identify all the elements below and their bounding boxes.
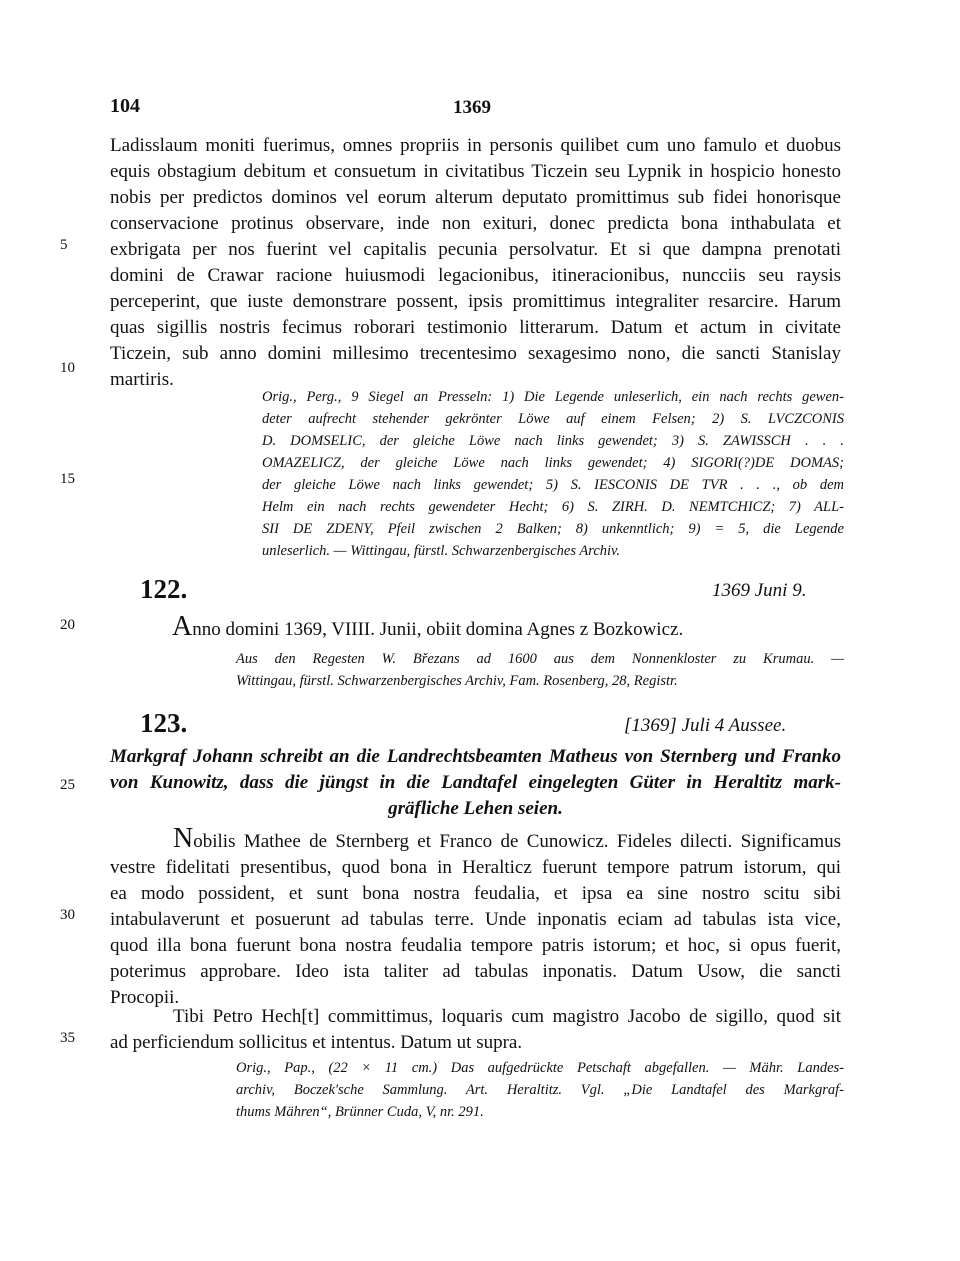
- text-line: perceperint, que iuste demonstrare possent, ipsis promittimus integraliter resarcire. Harum: [110, 291, 841, 312]
- text-line: quod illa bona fuerunt bona nostra feudalia tempore patris istorum; et hoc, si opus fuerit,: [110, 935, 841, 956]
- text-line: Tibi Petro Hech[t] committimus, loquaris cum magistro Jacobo de sigillo, quod sit: [173, 1006, 841, 1027]
- note-line: archiv, Boczek'sche Sammlung. Art. Heraltitz. Vgl. „Die Landtafel des Markgraf-: [236, 1082, 844, 1098]
- line-number: 35: [60, 1030, 75, 1046]
- line-number: 30: [60, 907, 75, 923]
- line-number: 15: [60, 471, 75, 487]
- text-line: poterimus approbare. Ideo ista taliter ad tabulas inponatis. Datum Usow, die sancti: [110, 961, 841, 982]
- doc121-note: [262, 386, 844, 562]
- line-number: 20: [60, 617, 75, 633]
- note-line: SII DE ZDENY, Pfeil zwischen 2 Balken; 8) unkenntlich; 9) = 5, die Legende: [262, 521, 844, 537]
- text-line: conservacione protinus observare, inde non exituri, donec predicta bona inthabulata et: [110, 213, 841, 234]
- note-line: unleserlich. — Wittingau, fürstl. Schwarzenbergisches Archiv.: [262, 543, 621, 559]
- text-line: Ladisslaum moniti fuerimus, omnes propriis in personis quilibet cum uno famulo et duobus: [110, 135, 841, 156]
- running-head-year: 1369: [453, 97, 491, 118]
- doc121-text: [110, 133, 841, 393]
- doc122-text: [172, 611, 852, 643]
- line-number: 5: [60, 237, 68, 253]
- doc122-note: [236, 648, 844, 692]
- text-line: domini de Crawar racione huiusmodi legacionibus, itineracionibus, nuncciis seu raysis: [110, 265, 841, 286]
- text-line: ad perficiendum sollicitus et intentus. Datum ut supra.: [110, 1032, 523, 1053]
- document-date: [1369] Juli 4 Aussee.: [624, 715, 787, 736]
- text-line: intabulaverunt et posuerunt ad tabulas terre. Unde inponatis eciam ad tabulas ista vice,: [110, 909, 841, 930]
- line-number: 25: [60, 777, 75, 793]
- text-line: martiris.: [110, 369, 174, 390]
- note-line: Orig., Perg., 9 Siegel an Presseln: 1) Die Legende unleserlich, ein nach rechts gewen-: [262, 389, 844, 405]
- text-line: Ticzein, sub anno domini millesimo trecentesimo sexagesimo nono, die sancti Stanislay: [110, 343, 841, 364]
- text-line: exbrigata per nos fuerint vel capitalis pecunia persolvatur. Et si que dampna prenotati: [110, 239, 841, 260]
- document-number: 123.: [140, 708, 188, 738]
- text-line: vestre fidelitati presentibus, quod bona in Heralticz fuerunt tempore patrum istorum, qui: [110, 857, 841, 878]
- text-line: Procopii.: [110, 987, 180, 1008]
- note-line: Aus den Regesten W. Březans ad 1600 aus dem Nonnenkloster zu Krumau. —: [236, 651, 844, 667]
- note-line: Orig., Pap., (22 × 11 cm.) Das aufgedrückte Petschaft abgefallen. — Mähr. Landes-: [236, 1060, 844, 1076]
- page-number: 104: [110, 95, 140, 117]
- regest-line: Markgraf Johann schreibt an die Landrechtsbeamten Matheus von Sternberg und Franko: [110, 746, 841, 767]
- note-line: thums Mähren“, Brünner Cuda, V, nr. 291.: [236, 1104, 484, 1120]
- note-line: Helm ein nach rechts gewendeter Hecht; 6) S. ZIRH. D. NEMTCHICZ; 7) ALL-: [262, 499, 844, 515]
- note-line: deter aufrecht stehender gekrönter Löwe auf einem Felsen; 2) S. LVCZCONIS: [262, 411, 844, 427]
- doc123-note: [236, 1057, 844, 1123]
- doc123-text-2: [110, 1004, 841, 1056]
- note-line: Wittingau, fürstl. Schwarzenbergisches Archiv, Fam. Rosenberg, 28, Registr.: [236, 673, 678, 689]
- note-line: OMAZELICZ, der gleiche Löwe nach links gewendet; 4) SIGORI(?)DE DOMAS;: [262, 455, 844, 471]
- initial-capital: A: [172, 611, 193, 642]
- text-line: Nobilis Mathee de Sternberg et Franco de Cunowicz. Fideles dilecti. Significamus: [173, 823, 841, 854]
- text-line: ea modo possident, et sunt bona nostra feudalia, et ipsa ea sine nostro scitu sibi: [110, 883, 841, 904]
- doc123-text: [110, 823, 841, 1011]
- regest-line: gräfliche Lehen seien.: [388, 798, 563, 819]
- note-line: der gleiche Löwe nach links gewendet; 5) S. IESCONIS DE TVR . . ., ob dem: [262, 477, 844, 493]
- text-line: nobis per predictos dominos vel eorum alterum deputato promittimus sub fidei honorisque: [110, 187, 841, 208]
- text-line: nno domini 1369, VIIII. Junii, obiit domina Agnes z Bozkowicz.: [192, 619, 684, 640]
- line-number: 10: [60, 360, 75, 376]
- regest-line: von Kunowitz, dass die jüngst in die Landtafel eingelegten Güter in Heraltitz mark-: [110, 772, 841, 793]
- document-date: 1369 Juni 9.: [712, 580, 807, 601]
- initial-capital: N: [173, 823, 194, 854]
- text-line: equis obstagium debitum et consuetum in civitatibus Ticzein seu Lypnik in hospicio honesto: [110, 161, 841, 182]
- doc123-regest: [110, 744, 841, 822]
- document-number: 122.: [140, 574, 188, 604]
- note-line: D. DOMSELIC, der gleiche Löwe nach links gewendet; 3) S. ZAWISSCH . . .: [262, 433, 844, 449]
- text-line: quas sigillis nostris fecimus roborari testimonio litterarum. Datum et actum in civitate: [110, 317, 841, 338]
